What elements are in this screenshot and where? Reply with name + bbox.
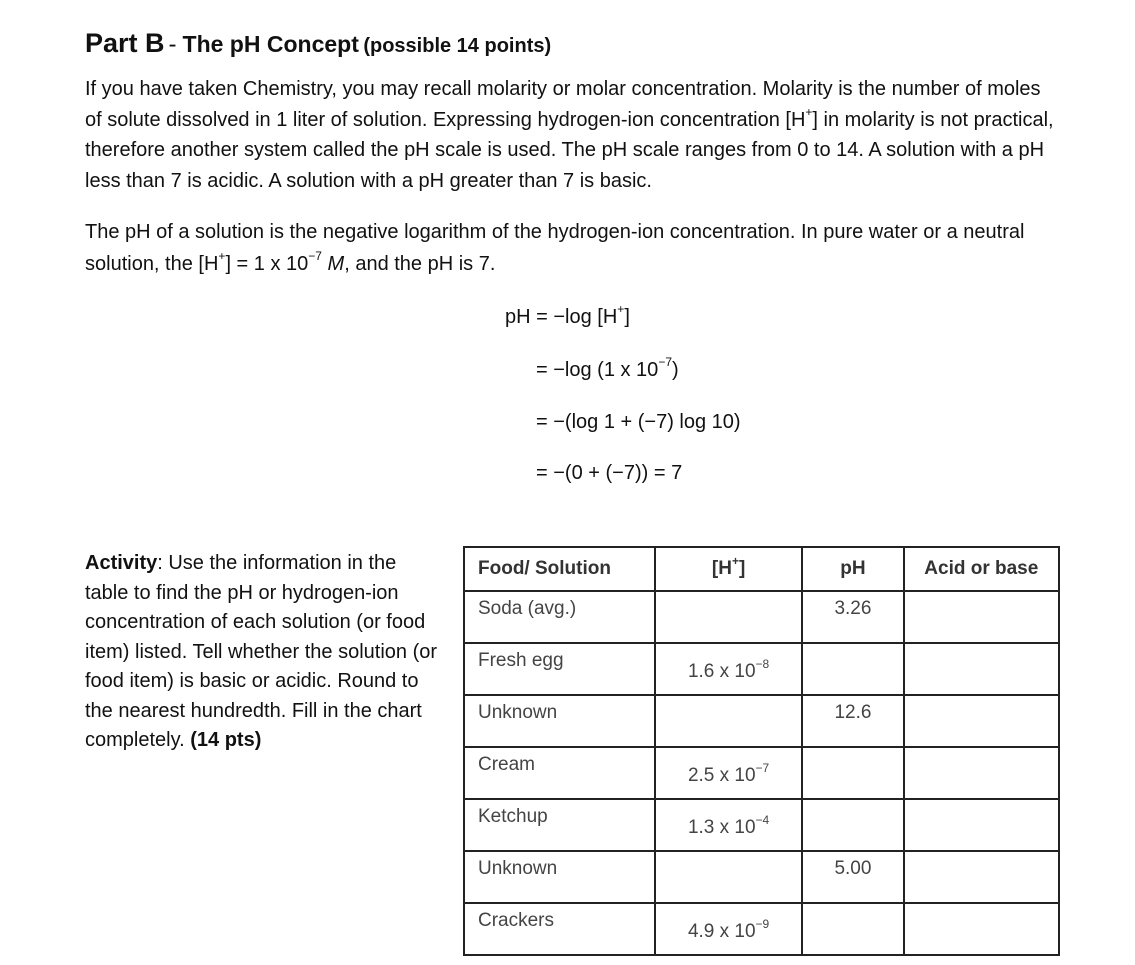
section-title [85,28,551,59]
superscript: + [805,104,813,119]
intro-text: ] in molarity is not practical, therefore another system called the pH scale is used. The pH scale ranges from 0 to 14. A solution with a pH less than 7 is acidic. A solution with a pH greater than 7 is basic. [85,108,1054,192]
equation-line-2 [536,355,679,382]
intro-text: The pH of a solution is the negative logarithm of the hydrogen-ion concentration. In pure water or a neutral solution, the [H [85,221,1025,275]
h-cell[interactable] [655,851,802,903]
acid-base-cell[interactable] [904,591,1059,643]
acid-base-cell[interactable] [904,643,1059,695]
concept-title: The pH Concept [182,31,359,57]
h-cell[interactable] [655,903,802,955]
acid-base-cell[interactable] [904,799,1059,851]
superscript: −7 [658,355,672,370]
superscript: + [731,553,739,568]
intro-text: , and the pH is 7. [344,253,496,275]
ph-cell[interactable] [802,903,903,955]
table-row [464,851,1059,903]
superscript: + [617,302,625,317]
food-cell: Ketchup [464,799,655,851]
equation-line-3: = −(log 1 + (−7) log 10) [536,411,741,433]
food-cell: Fresh egg [464,643,655,695]
possible-points: (possible 14 points) [363,35,552,57]
ph-cell[interactable]: 12.6 [802,695,903,747]
h-value: 1.6 x 10 [687,661,756,682]
molarity-unit: M [327,253,345,275]
table-row [464,695,1059,747]
h-exponent: −4 [755,813,770,827]
header-ph: pH [802,547,903,591]
intro-text: If you have taken Chemistry, you may recall molarity or molar concentration. Molarity is the number of moles of solute dissolved in 1 liter of solution. Expressing hydrogen-ion concentration [H [85,78,1041,131]
title-dash: - [168,31,177,58]
equation-line-4: = −(0 + (−7)) = 7 [536,462,683,484]
header-text: ] [738,558,746,579]
equation-text: pH = −log [H [505,306,618,328]
acid-base-cell[interactable] [904,903,1059,955]
equation-text: ] [624,306,630,328]
header-text: [H [711,558,732,579]
superscript: −7 [308,249,322,264]
acid-base-cell[interactable] [904,747,1059,799]
h-cell[interactable] [655,747,802,799]
table-header-row [464,547,1059,591]
h-cell[interactable] [655,591,802,643]
superscript: + [218,249,226,264]
table-row [464,799,1059,851]
part-label: Part B [85,28,165,58]
h-cell[interactable] [655,799,802,851]
intro-paragraph-2 [85,216,1060,280]
ph-cell[interactable]: 5.00 [802,851,903,903]
h-value: 4.9 x 10 [687,921,756,942]
h-exponent: −8 [755,657,770,671]
ph-cell[interactable]: 3.26 [802,591,903,643]
ph-cell[interactable] [802,643,903,695]
ph-table [463,546,1060,956]
table-row [464,747,1059,799]
intro-text: ] = 1 x 10 [225,253,309,275]
food-cell: Unknown [464,695,655,747]
equation-text: ) [672,359,679,381]
food-cell: Soda (avg.) [464,591,655,643]
food-cell: Cream [464,747,655,799]
h-exponent: −7 [755,761,770,775]
activity-instructions [85,549,445,756]
h-exponent: −9 [755,917,770,931]
acid-base-cell[interactable] [904,851,1059,903]
food-cell: Crackers [464,903,655,955]
table-row [464,591,1059,643]
h-value: 1.3 x 10 [687,817,756,838]
activity-text: : Use the information in the table to find the pH or hydrogen-ion concentration of each solution (or food item) listed. Tell whether the solution (or food item) is basic or acidic. Round to the nearest hundredth. Fill in the chart completely. [85,552,438,751]
activity-label: Activity [85,552,158,574]
table-row [464,903,1059,955]
h-cell[interactable] [655,643,802,695]
acid-base-cell[interactable] [904,695,1059,747]
h-cell[interactable] [655,695,802,747]
equation-line-1 [505,302,630,329]
header-h-concentration [655,547,802,591]
ph-cell[interactable] [802,747,903,799]
table-row [464,643,1059,695]
header-acid-base: Acid or base [904,547,1059,591]
activity-points: (14 pts) [190,729,262,751]
header-food: Food/ Solution [464,547,655,591]
food-cell: Unknown [464,851,655,903]
equation-text: = −log (1 x 10 [536,359,659,381]
h-value: 2.5 x 10 [687,765,756,786]
ph-cell[interactable] [802,799,903,851]
intro-paragraph-1 [85,74,1060,196]
